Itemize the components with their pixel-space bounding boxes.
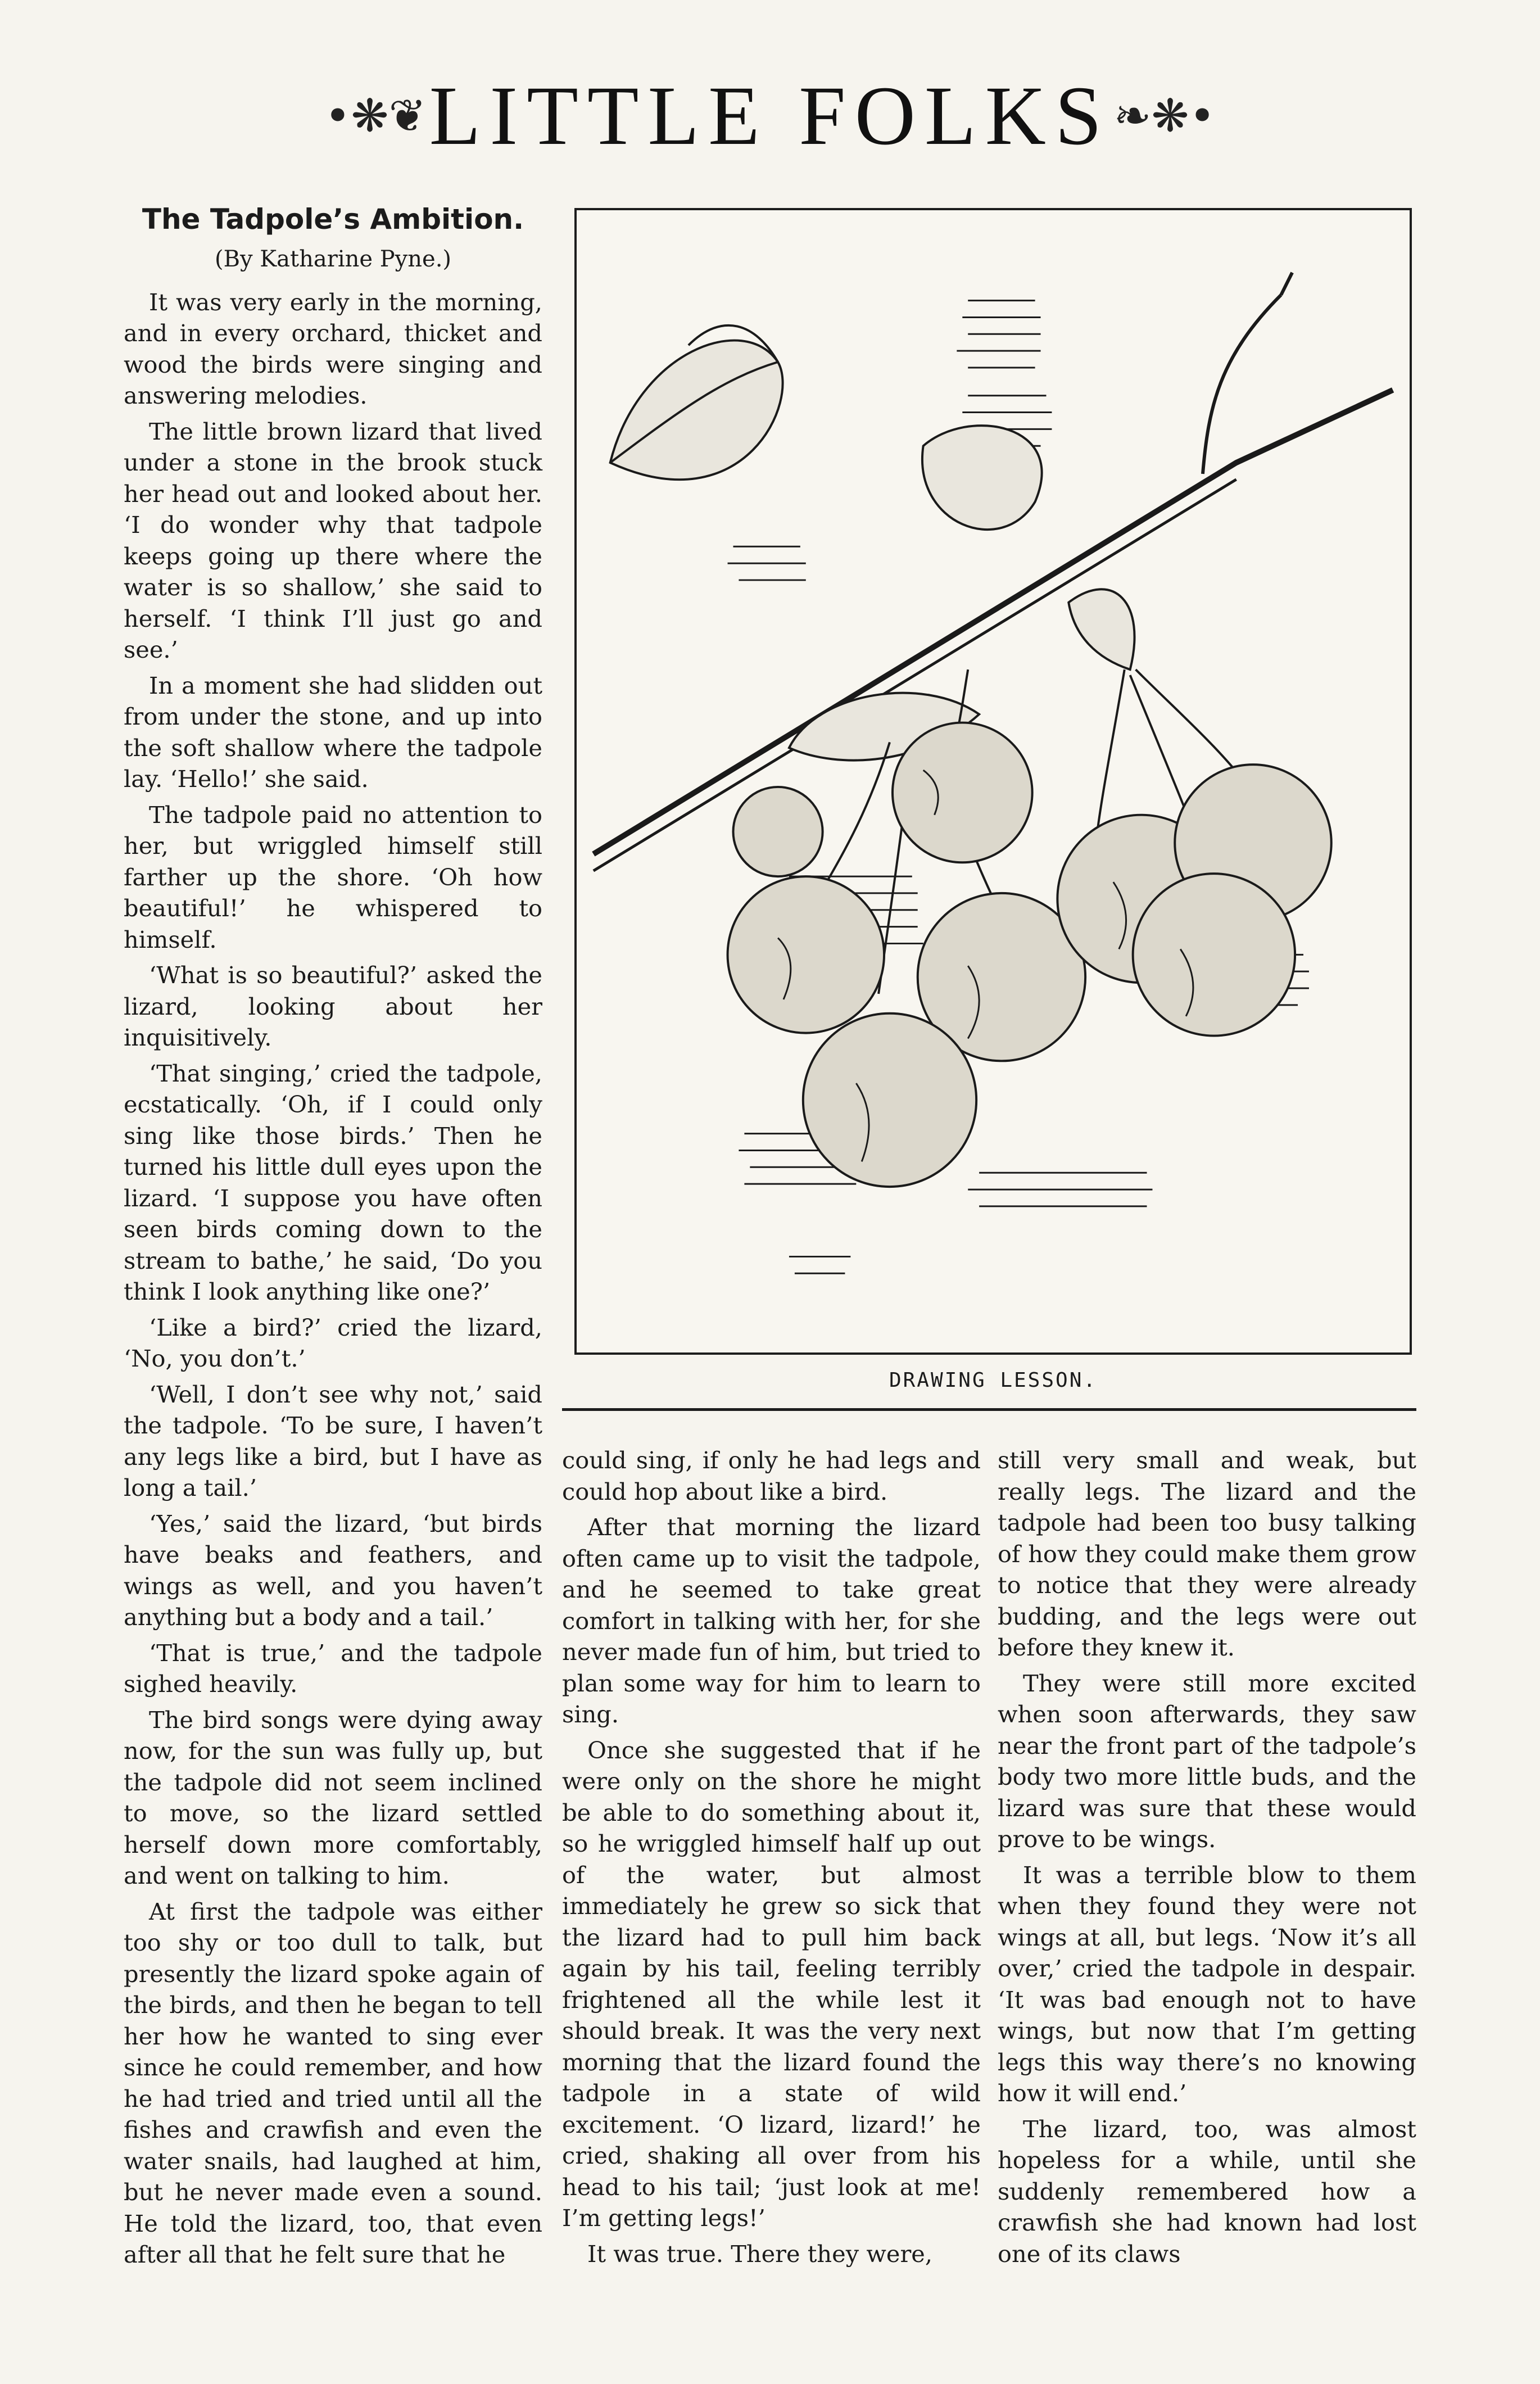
cherry bbox=[728, 876, 884, 1033]
cherries-illustration bbox=[574, 208, 1412, 1355]
paragraph: could sing, if only he had legs and could hop about like a bird. bbox=[562, 1446, 981, 1505]
cherry bbox=[803, 1014, 976, 1187]
paragraph: The bird songs were dying away now, for the sun was fully up, but the tadpole did not seem inclined to move, so the lizard settled herself down more comfortably, and went on talking to him. bbox=[124, 1706, 542, 1889]
story-column-middle bbox=[562, 1445, 981, 2274]
paragraph: Once she suggested that if he were only on the shore he might be able to do something about it, so he wriggled himself half up out of the water, but almost immediately he grew so sick that the lizard had to pull him back again by his tail, feeling terribly frightened all the while lest it should break. It was the very next morning that the lizard found the tadpole in a state of wild excitement. ‘O lizard, lizard!’ he cried, shaking all over from his head to his tail; ‘just look at me! I’m getting legs!’ bbox=[562, 1736, 981, 2232]
paragraph: In a moment she had slidden out from under the stone, and up into the soft shallow where the tadpole lay. ‘Hello!’ she said. bbox=[124, 671, 542, 793]
story-title: The Tadpole’s Ambition. bbox=[142, 203, 524, 236]
paragraph: They were still more excited when soon afterwards, they saw near the front part of the tadpole’s body two more little buds, and the lizard was sure that these would prove to be wings. bbox=[998, 1669, 1416, 1853]
paragraph: ‘Well, I don’t see why not,’ said the tadpole. ‘To be sure, I haven’t any legs like a bird, but I have as long a tail.’ bbox=[124, 1380, 542, 1501]
right-ornament: ❧❋• bbox=[1113, 89, 1216, 142]
leaf bbox=[922, 426, 1042, 530]
paragraph: The little brown lizard that lived under a stone in the brook stuck her head out and looked about her. ‘I do wonder why that tadpole keeps going up there where the water is so shallow,’ she said to herself. ‘I think I’ll just go and see.’ bbox=[124, 417, 542, 663]
paragraph: It was true. There they were, bbox=[587, 2240, 933, 2268]
cherry bbox=[893, 723, 1032, 863]
paragraph: ‘Like a bird?’ cried the lizard, ‘No, you don’t.’ bbox=[124, 1313, 542, 1372]
leaf bbox=[1068, 589, 1134, 669]
paragraph: At first the tadpole was either too shy or too dull to talk, but presently the lizard spoke again of the birds, and then he began to tell her how he wanted to sing ever since he could remember, and how he had tried and tried until all the fishes and crawfish and even the water snails, had laughed at him, but he never made even a sound. He told the lizard, too, that even after all that he felt sure that he bbox=[124, 1897, 542, 2268]
left-ornament: •❋❦ bbox=[324, 89, 427, 142]
paragraph: ‘That is true,’ and the tadpole sighed heavily. bbox=[124, 1639, 542, 1698]
paragraph: It was very early in the morning, and in every orchard, thicket and wood the birds were singing and answering melodies. bbox=[124, 288, 542, 409]
illustration-caption: DRAWING LESSON. bbox=[889, 1369, 1098, 1392]
story-byline: (By Katharine Pyne.) bbox=[214, 246, 452, 272]
paragraph: ‘That singing,’ cried the tadpole, ecstatically. ‘Oh, if I could only sing like those birds.’ Then he turned his little dull eyes upon the lizard. ‘I suppose you have often seen birds coming down to the stream to bathe,’ he said, ‘Do you think I look anything like one?’ bbox=[124, 1059, 542, 1305]
divider-rule bbox=[562, 1408, 1416, 1411]
masthead bbox=[0, 67, 1540, 162]
paragraph: The lizard, too, was almost hopeless for a while, until she suddenly remembered how a crawfish she had known had lost one of its claws bbox=[998, 2115, 1416, 2268]
story-column-left bbox=[124, 202, 542, 2275]
paragraph: ‘Yes,’ said the lizard, ‘but birds have beaks and feathers, and wings as well, and you haven’t anything but a body and a tail.’ bbox=[124, 1509, 542, 1631]
paragraph: It was a terrible blow to them when they found they were not wings at all, but legs. ‘Now it’s all over,’ cried the tadpole in despair. ‘It was bad enough not to have wings, but now that I’m getting legs this way there’s no knowing how it will end.’ bbox=[998, 1861, 1416, 2107]
cherry-branch-drawing bbox=[577, 210, 1410, 1352]
cherry bbox=[733, 787, 822, 876]
paragraph: ‘What is so beautiful?’ asked the lizard, looking about her inquisitively. bbox=[124, 961, 542, 1051]
page-title: LITTLE FOLKS bbox=[429, 69, 1111, 162]
leaf bbox=[610, 341, 783, 480]
paragraph: After that morning the lizard often came up to visit the tadpole, and he seemed to take great comfort in talking with her, for she never made fun of him, but tried to plan some way for him to learn to sing. bbox=[562, 1513, 981, 1728]
paragraph: still very small and weak, but really legs. The lizard and the tadpole had been too busy talking of how they could make them grow to notice that they were already budding, and the legs were out before they knew it. bbox=[998, 1446, 1416, 1661]
paragraph: The tadpole paid no attention to her, but wriggled himself still farther up the shore. ‘Oh how beautiful!’ he whispered to himself. bbox=[124, 800, 542, 953]
cherry bbox=[1133, 874, 1295, 1035]
story-column-right bbox=[998, 1445, 1416, 2274]
